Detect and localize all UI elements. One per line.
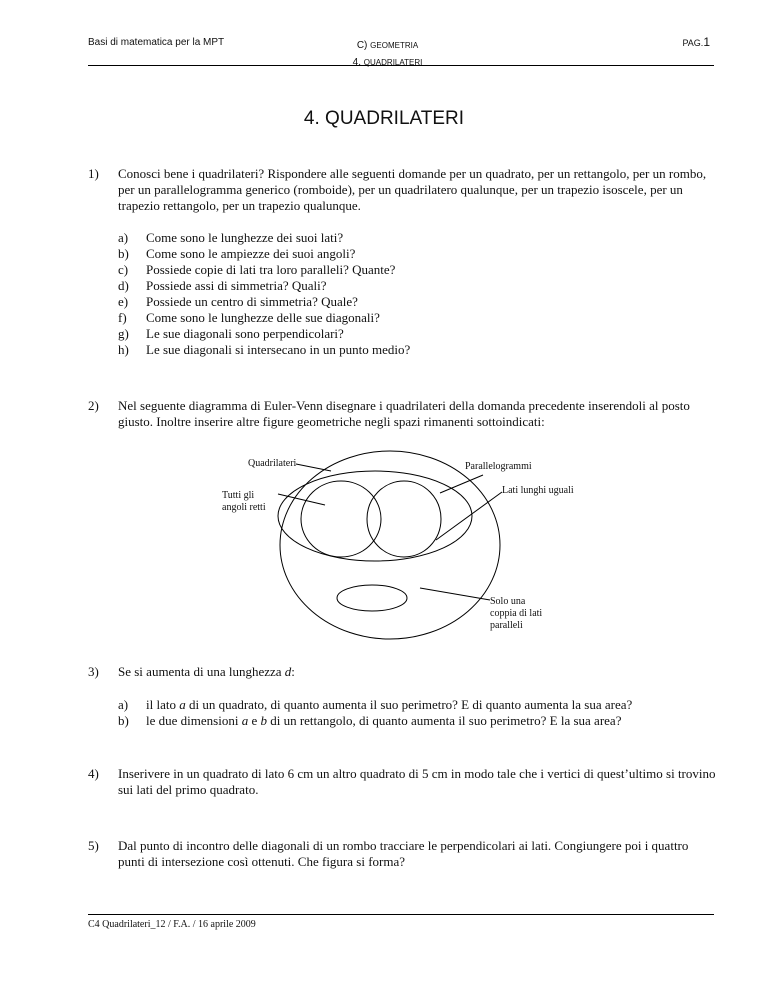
question-4-number: 4) bbox=[88, 766, 99, 781]
angoli-retti-set bbox=[301, 481, 381, 557]
footer-text: C4 Quadrilateri_12 / F.A. / 16 aprile 2009 bbox=[88, 919, 256, 930]
venn-label-coppia-line2: coppia di lati bbox=[490, 608, 543, 619]
question-3-item-a bbox=[118, 697, 708, 713]
question-4-text: Inserivere in un quadrato di lato 6 cm un altro quadrato di 5 cm in modo tale che i vertici di quest’ultimo si trovino sui lati del primo quadrato. bbox=[118, 766, 716, 797]
list-text bbox=[146, 697, 632, 713]
header-section-subject: GEOMETRIA bbox=[370, 41, 419, 50]
venn-label-angoli-retti bbox=[222, 490, 266, 514]
venn-label-parallelogrammi: Parallelogrammi bbox=[465, 461, 532, 472]
venn-label-coppia-line3: paralleli bbox=[490, 620, 523, 631]
question-1-item bbox=[118, 326, 708, 342]
question-2-number: 2) bbox=[88, 398, 99, 413]
venn-label-coppia-line1: Solo una bbox=[490, 596, 526, 607]
q3b-var-b: b bbox=[260, 713, 267, 728]
question-1-text: Conosci bene i quadrilateri? Rispondere alle seguenti domande per un quadrato, per un rettangolo, per un rombo, per un parallelogramma generico (romboide), per un quadrilatero qualunque, per un trapezio isoscele, per un trapezio rettangolo, per un trapezio qualunque. bbox=[118, 166, 707, 213]
header-chapter-title: QUADRILATERI bbox=[363, 58, 423, 67]
q3a-post: di un quadrato, di quanto aumenta il suo perimetro? E di quanto aumenta la sua area? bbox=[185, 697, 633, 712]
quadrilateri-set bbox=[280, 451, 500, 639]
question-1 bbox=[88, 166, 718, 216]
q3b-mid: e bbox=[248, 713, 261, 728]
question-1-item bbox=[118, 230, 708, 246]
venn-label-coppia-paralleli bbox=[490, 596, 542, 632]
question-2-text: Nel seguente diagramma di Euler-Venn disegnare i quadrilateri della domanda precedente inserendoli al posto giusto. Inoltre inserire altre figure geometriche negli spazi rimanenti sottoindicati: bbox=[118, 398, 690, 429]
q3a-var: a bbox=[179, 697, 186, 712]
list-text: Le sue diagonali si intersecano in un punto medio? bbox=[146, 342, 411, 357]
leader-quadrilateri bbox=[296, 464, 331, 471]
question-5-number: 5) bbox=[88, 838, 99, 853]
lati-uguali-set bbox=[367, 481, 441, 557]
question-1-item bbox=[118, 262, 708, 278]
question-3-intro: Se si aumenta di una lunghezza bbox=[118, 664, 285, 679]
list-text: Possiede copie di lati tra loro paralleli? Quante? bbox=[146, 262, 396, 277]
header-section-prefix: C) bbox=[356, 40, 368, 51]
question-1-item bbox=[118, 342, 708, 358]
leader-parallelogrammi bbox=[440, 475, 483, 493]
parallelogrammi-set bbox=[278, 471, 472, 561]
list-letter: b) bbox=[118, 246, 129, 261]
question-1-number: 1) bbox=[88, 166, 99, 181]
list-letter: c) bbox=[118, 262, 129, 277]
question-5-text: Dal punto di incontro delle diagonali di un rombo tracciare le perpendicolari ai lati. Congiungere poi i quattro punti di intersezione così ottenuti. Che figura si forma? bbox=[118, 838, 689, 869]
question-1-item bbox=[118, 310, 708, 326]
question-3-list bbox=[118, 697, 708, 729]
question-3-text bbox=[118, 664, 718, 680]
venn-label-quadrilateri: Quadrilateri bbox=[248, 458, 297, 469]
header-page-number bbox=[640, 35, 710, 49]
question-1-list bbox=[118, 230, 708, 358]
question-5 bbox=[88, 838, 718, 872]
q3b-pre: le due dimensioni bbox=[146, 713, 242, 728]
footer-divider bbox=[88, 914, 714, 915]
page-title: 4. QUADRILATERI bbox=[303, 108, 465, 129]
list-text: Come sono le ampiezze dei suoi angoli? bbox=[146, 246, 356, 261]
list-text: Possiede un centro di simmetria? Quale? bbox=[146, 294, 358, 309]
question-4 bbox=[88, 766, 718, 800]
list-text: Come sono le lunghezze delle sue diagonali? bbox=[146, 310, 380, 325]
venn-label-angoli-retti-line2: angoli retti bbox=[222, 502, 266, 513]
list-text: Possiede assi di simmetria? Quali? bbox=[146, 278, 327, 293]
list-text bbox=[146, 713, 621, 729]
list-text: Come sono le lunghezze dei suoi lati? bbox=[146, 230, 344, 245]
header-divider bbox=[88, 65, 714, 66]
question-2 bbox=[88, 398, 718, 432]
list-letter: b) bbox=[118, 713, 129, 728]
leader-lati-uguali bbox=[436, 492, 502, 540]
list-letter: f) bbox=[118, 310, 127, 325]
question-3-colon: : bbox=[291, 664, 295, 679]
question-1-item bbox=[118, 294, 708, 310]
header-chapter-number: 4. bbox=[352, 57, 362, 68]
page-num: 1 bbox=[703, 35, 710, 49]
list-letter: g) bbox=[118, 326, 129, 341]
venn-label-lati-uguali: Lati lunghi uguali bbox=[502, 485, 574, 496]
header-section-line1 bbox=[300, 37, 475, 54]
list-letter: e) bbox=[118, 294, 129, 309]
page-label: PAG. bbox=[682, 38, 704, 48]
header-course-title: Basi di matematica per la MPT bbox=[88, 37, 225, 48]
question-3-item-b bbox=[118, 713, 708, 729]
question-3-number: 3) bbox=[88, 664, 99, 679]
q3a-pre: il lato bbox=[146, 697, 180, 712]
q3b-var-a: a bbox=[241, 713, 249, 728]
q3b-post: di un rettangolo, di quanto aumenta il suo perimetro? E la sua area? bbox=[266, 713, 622, 728]
list-letter: d) bbox=[118, 278, 129, 293]
leader-coppia-paralleli bbox=[420, 588, 490, 600]
question-3-var-d: d bbox=[284, 664, 292, 679]
list-letter: a) bbox=[118, 230, 129, 245]
list-text: Le sue diagonali sono perpendicolari? bbox=[146, 326, 344, 341]
list-letter: a) bbox=[118, 697, 129, 712]
question-1-item bbox=[118, 278, 708, 294]
question-1-item bbox=[118, 246, 708, 262]
trapezi-set bbox=[337, 585, 407, 611]
venn-label-angoli-retti-line1: Tutti gli bbox=[222, 490, 255, 501]
question-3 bbox=[88, 664, 718, 682]
list-letter: h) bbox=[118, 342, 129, 357]
header-section-line2 bbox=[300, 54, 475, 71]
